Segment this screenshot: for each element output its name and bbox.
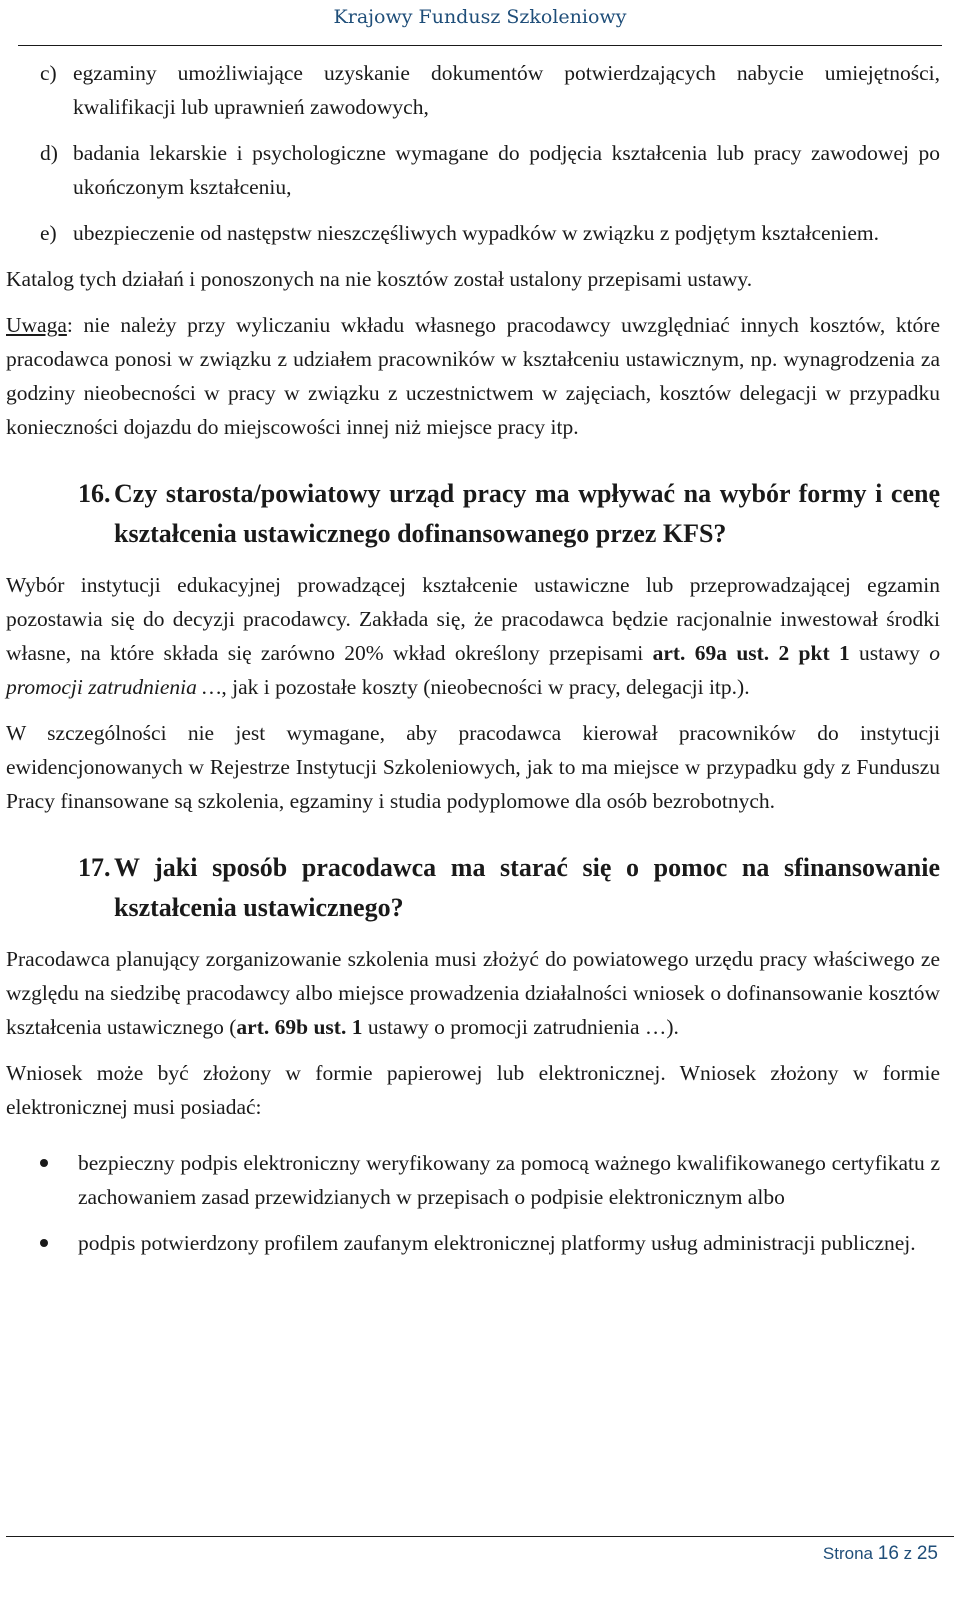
page-content bbox=[6, 56, 940, 1272]
question-17-heading bbox=[6, 848, 940, 928]
footer-page-number: 16 bbox=[877, 1543, 899, 1564]
question-17-paragraph-2: Wniosek może być złożony w formie papierowej lub elektronicznej. Wniosek złożony w formie elektronicznej musi posiadać: bbox=[6, 1061, 940, 1119]
uwaga-text: : nie należy przy wyliczaniu wkładu własnego pracodawcy uwzględniać innych kosztów, które pracodawca ponosi w związku z udziałem pracowników w kształceniu ustawicznym, np. wynagrodzenia za godziny nieobecności w pracy w związku z uczestnictwem w zajęciach, kosztów delegacji w przypadku konieczności dojazdu do miejscowości innej niż miejsce pracy itp. bbox=[6, 313, 940, 439]
text-run: ustawy bbox=[362, 1015, 435, 1039]
footer-separator: z bbox=[903, 1544, 913, 1563]
question-17-number: 17. bbox=[78, 853, 111, 882]
footer-label: Strona bbox=[822, 1544, 874, 1563]
list-text: badania lekarskie i psychologiczne wymagane do podjęcia kształcenia lub pracy zawodowej po ukończonym kształceniu, bbox=[73, 141, 940, 199]
list-text: ubezpieczenie od następstw nieszczęśliwych wypadków w związku z podjętym kształceniem. bbox=[73, 221, 879, 245]
list-marker: d) bbox=[40, 141, 58, 165]
text-run: Pracodawca planujący zorganizowanie szkolenia musi złożyć do powiatowego urzędu pracy właściwego ze względu na siedzibę pracodawcy albo miejsce prowadzenia działalności wniosek o dofinansowanie kosztów kształcenia ustawicznego ( bbox=[6, 947, 940, 1039]
page-header bbox=[0, 0, 960, 48]
bullet-text: bezpieczny podpis elektroniczny weryfikowany za pomocą ważnego kwalifikowanego certyfikatu z zachowaniem zasad przewidzianych w przepisach o podpisie elektronicznym albo bbox=[78, 1151, 940, 1209]
law-reference: art. 69b ust. 1 bbox=[236, 1015, 363, 1039]
footer-page-total: 25 bbox=[916, 1543, 938, 1564]
footer-rule bbox=[6, 1536, 954, 1537]
question-17-paragraph-1 bbox=[6, 942, 940, 1044]
question-16-number: 16. bbox=[78, 479, 111, 508]
act-title: o promocji zatrudnienia … bbox=[6, 641, 940, 699]
signature-bullet-list bbox=[6, 1146, 940, 1260]
list-marker: c) bbox=[40, 61, 57, 85]
bullet-icon bbox=[40, 1159, 48, 1167]
bullet-text: podpis potwierdzony profilem zaufanym elektronicznej platformy usług administracji publicznej. bbox=[78, 1231, 916, 1255]
list-marker: e) bbox=[40, 221, 57, 245]
bullet-icon bbox=[40, 1239, 48, 1247]
cost-list bbox=[6, 56, 940, 250]
bullet-item bbox=[6, 1226, 940, 1260]
header-rule bbox=[18, 45, 942, 46]
list-item-e bbox=[6, 216, 940, 250]
header-title: Krajowy Fundusz Szkoleniowy bbox=[333, 6, 627, 28]
law-reference: art. 69a ust. 2 pkt 1 bbox=[652, 641, 850, 665]
question-17-title: W jaki sposób pracodawca ma starać się o pomoc na sfinansowanie kształcenia ustawicznego? bbox=[114, 853, 940, 922]
page-footer bbox=[823, 1543, 938, 1565]
text-run: Wybór instytucji edukacyjnej prowadzącej kształcenie ustawiczne lub przeprowadzającej egzamin pozostawia się do decyzji pracodawcy. Zakłada się, że pracodawca będzie racjonalnie inwestował środki własne, na które składa się zarówno 20% wkład określony przepisami bbox=[6, 573, 940, 665]
list-text: egzaminy umożliwiające uzyskanie dokumentów potwierdzających nabycie umiejętności, kwalifikacji lub uprawnień zawodowych, bbox=[73, 61, 940, 119]
text-run: ustawy bbox=[849, 641, 930, 665]
question-16-title: Czy starosta/powiatowy urząd pracy ma wpływać na wybór formy i cenę kształcenia ustawicznego dofinansowanego przez KFS? bbox=[114, 479, 940, 548]
text-run: , jak i pozostałe koszty (nieobecności w pracy, delegacji itp.). bbox=[221, 675, 750, 699]
uwaga-label: Uwaga bbox=[6, 313, 67, 337]
list-item-d bbox=[6, 136, 940, 204]
question-16-paragraph-2: W szczególności nie jest wymagane, aby pracodawca kierował pracowników do instytucji ewidencjonowanych w Rejestrze Instytucji Szkoleniowych, jak to ma miejsce w przypadku gdy z Funduszu Pracy finansowane są szkolenia, egzaminy i studia podyplomowe dla osób bezrobotnych. bbox=[6, 721, 940, 813]
bullet-item bbox=[6, 1146, 940, 1214]
text-run: o promocji zatrudnienia …). bbox=[434, 1015, 679, 1039]
question-16-heading bbox=[6, 474, 940, 554]
question-16-paragraph-1 bbox=[6, 568, 940, 704]
paragraph-uwaga bbox=[6, 308, 940, 444]
paragraph-katalog: Katalog tych działań i ponoszonych na nie kosztów został ustalony przepisami ustawy. bbox=[6, 267, 753, 291]
list-item-c bbox=[6, 56, 940, 124]
